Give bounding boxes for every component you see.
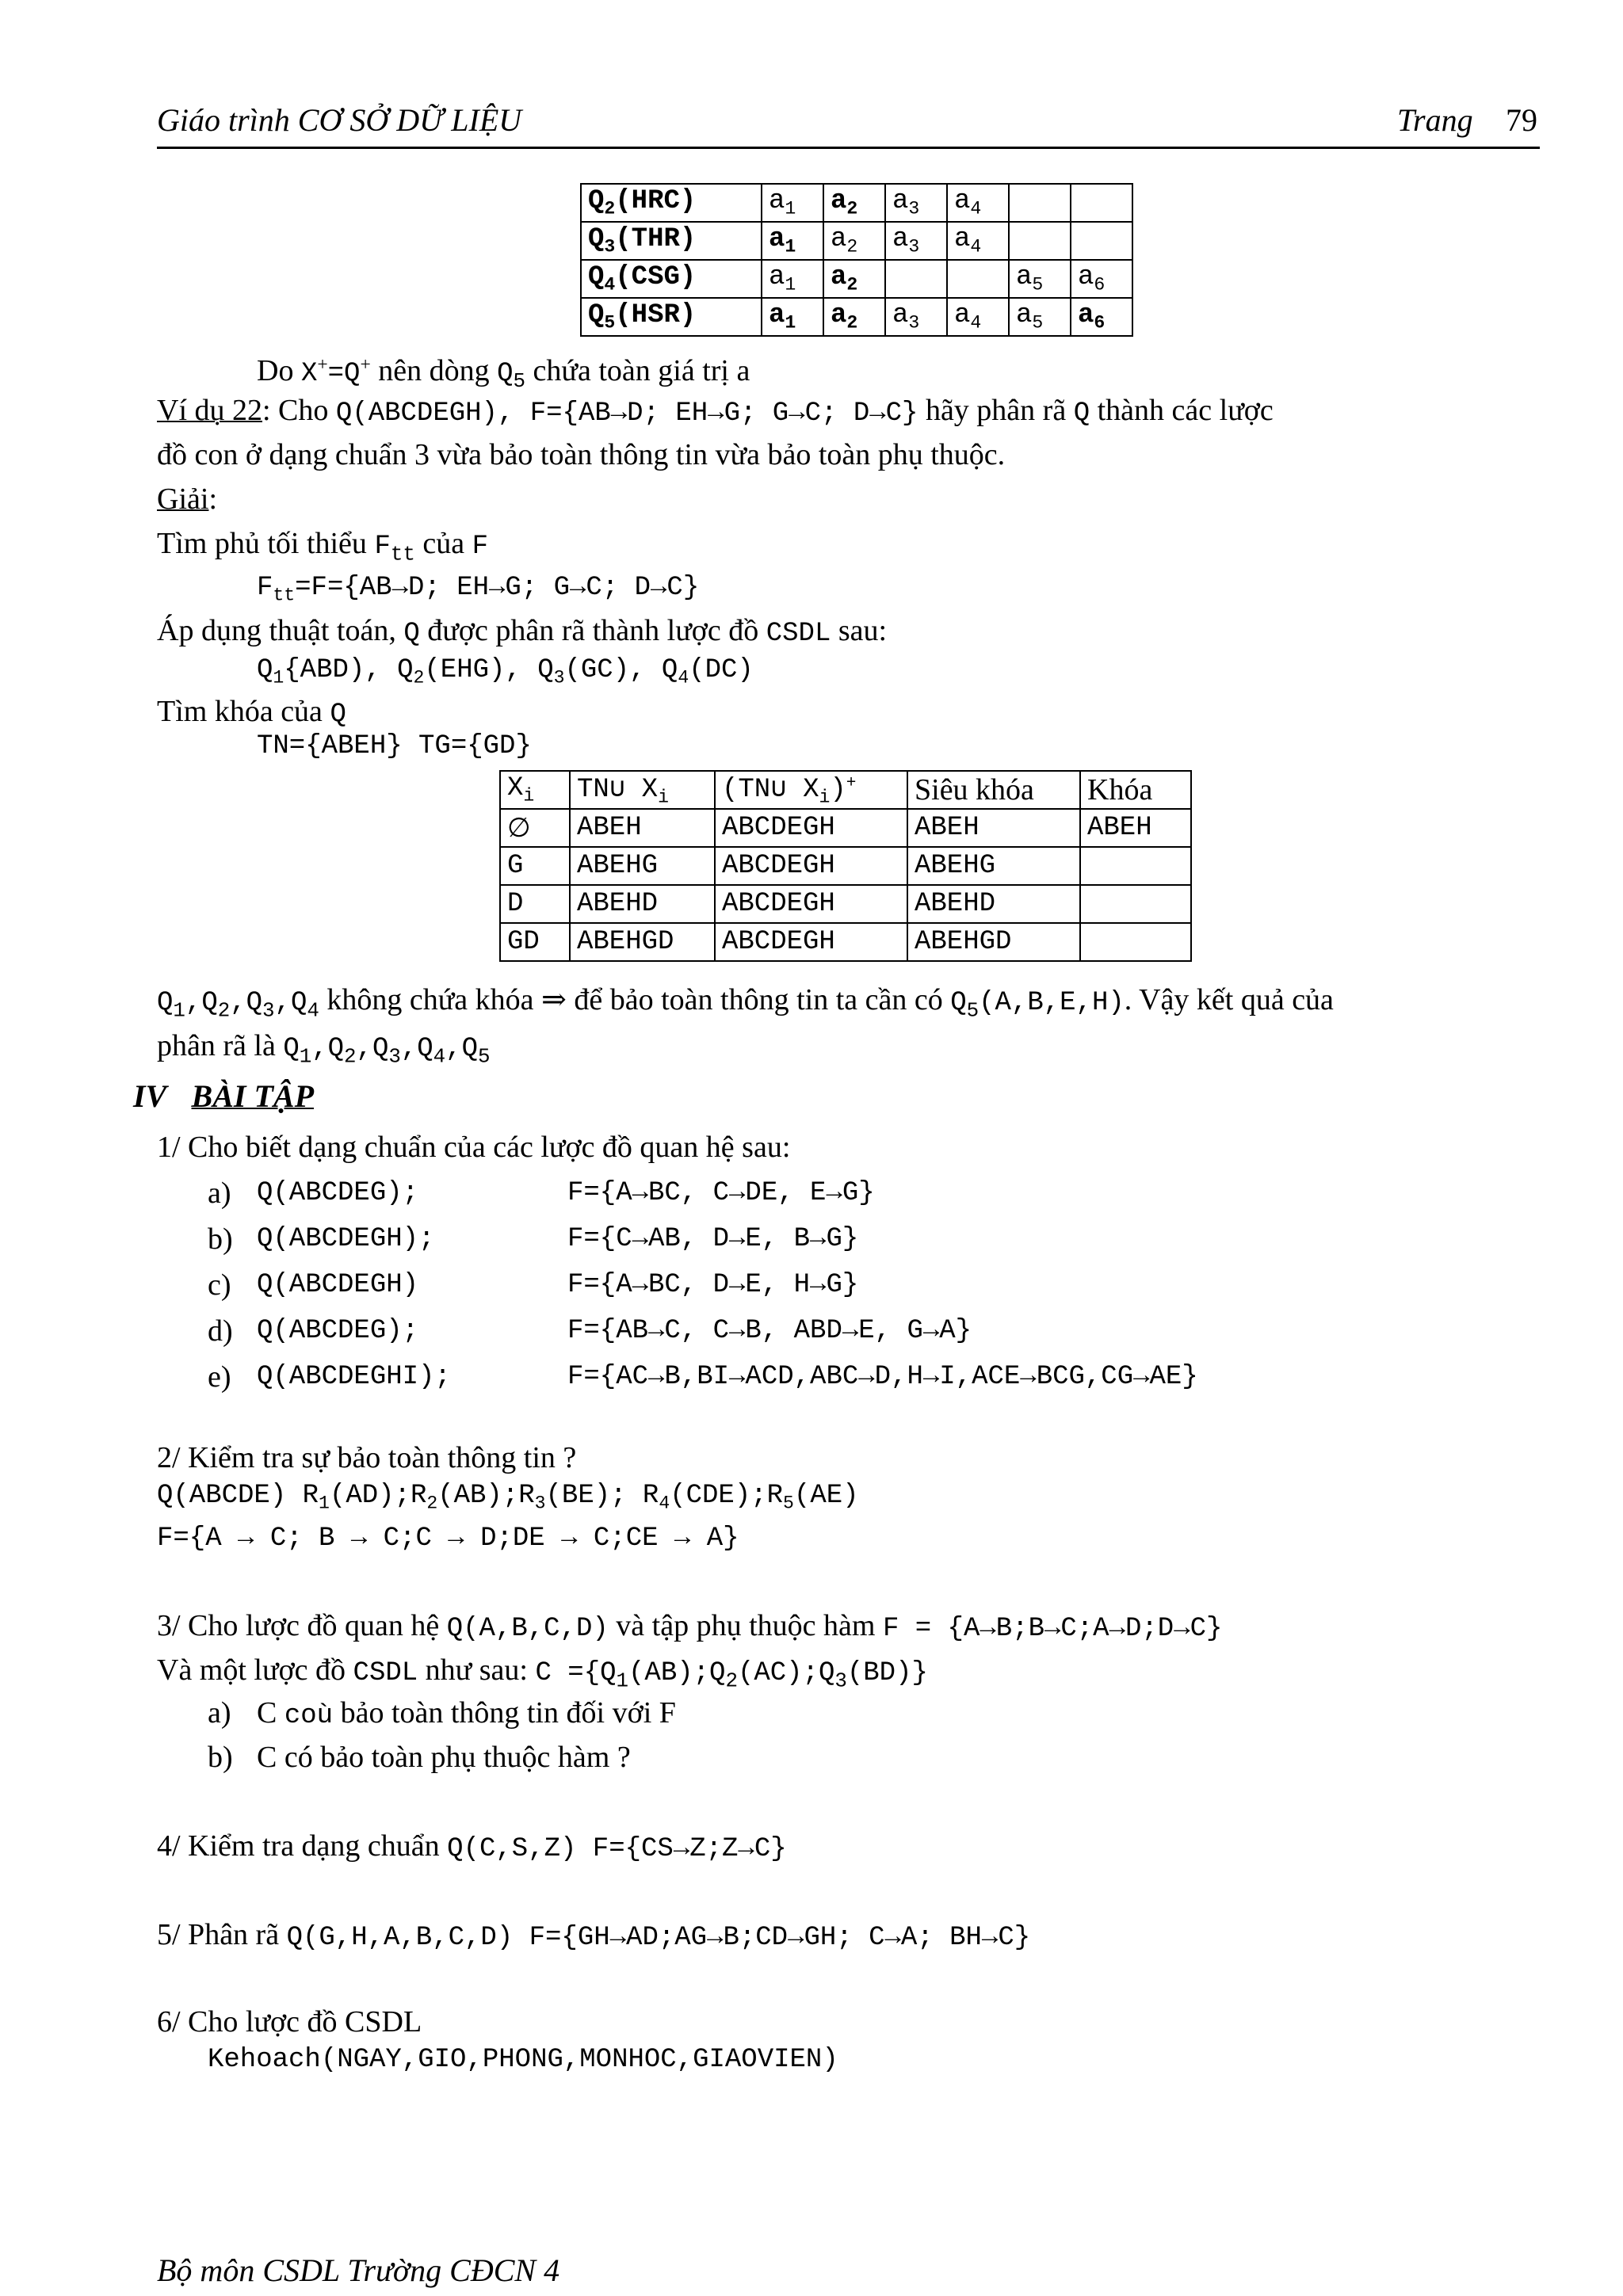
table-cell bbox=[1080, 885, 1191, 923]
table-cell: $a_1$ bbox=[762, 222, 823, 260]
exercise-1-item-dependencies: F={A→BC, C→DE, E→G} bbox=[567, 1178, 875, 1208]
table-cell bbox=[885, 260, 947, 298]
page-number: 79 bbox=[1506, 102, 1537, 138]
table-cell: $a_1$ bbox=[762, 260, 823, 298]
book-title: Giáo trình CƠ SỞ DỮ LIỆU bbox=[157, 102, 522, 138]
header-superkey: Siêu khóa bbox=[907, 771, 1080, 809]
exercise-3b-text: C có bảo toàn phụ thuộc hàm ? bbox=[257, 1741, 631, 1774]
exercise-5: 5/ Phân rã Q(G,H,A,B,C,D) F={GH→AD;AG→B;CD→GH; C→A; BH→C} bbox=[157, 1918, 1031, 1953]
exercise-2-relations: Q(ABCDE) $R_1(AD);R_2(AB);R_3(BE)$; $R_4(CDE);R_5(AE)$ bbox=[157, 1481, 859, 1514]
table-cell: $a_3$ bbox=[885, 298, 947, 336]
exercise-1-item-dependencies: F={A→BC, D→E, H→G} bbox=[567, 1270, 859, 1300]
table-cell: $a_1$ bbox=[762, 298, 823, 336]
exercise-3a-text: C coù bảo toàn thông tin đối với F bbox=[257, 1696, 676, 1731]
table-cell: G bbox=[500, 847, 570, 885]
table-cell: $a_1$ bbox=[762, 184, 823, 222]
exercise-2-title: 2/ Kiểm tra sự bảo toàn thông tin ? bbox=[157, 1441, 577, 1474]
table-cell bbox=[1080, 923, 1191, 961]
table-cell: $a_5$ bbox=[1009, 260, 1071, 298]
table-cell: $a_3$ bbox=[885, 222, 947, 260]
table-cell: ABEHD bbox=[907, 885, 1080, 923]
table-cell bbox=[947, 260, 1009, 298]
exercise-1-title: 1/ Cho biết dạng chuẩn của các lược đồ quan hệ sau: bbox=[157, 1131, 791, 1164]
table-cell: $a_2$ bbox=[823, 298, 885, 336]
exercise-3b-label: b) bbox=[208, 1741, 233, 1774]
table-row bbox=[581, 260, 1132, 298]
exercise-3-line1: 3/ Cho lược đồ quan hệ Q(A,B,C,D) và tập phụ thuộc hàm F = {A→B;B→C;A→D;D→C} bbox=[157, 1609, 1223, 1644]
relation-name: $Q_5(HSR)$ bbox=[581, 298, 762, 336]
table-row bbox=[500, 923, 1191, 961]
table-cell: ABEHG bbox=[907, 847, 1080, 885]
decomposition-line: $Q_1\{ABD)$, $Q_2(EHG)$, $Q_3(GC)$, $Q_4(DC)$ bbox=[257, 655, 754, 688]
table-cell: ABCDEGH bbox=[715, 885, 907, 923]
exercise-3a-label: a) bbox=[208, 1696, 231, 1730]
table-cell: $a_3$ bbox=[885, 184, 947, 222]
table-cell: ∅ bbox=[500, 809, 570, 847]
page-label: Trang bbox=[1397, 102, 1473, 138]
table-row bbox=[500, 847, 1191, 885]
table-cell bbox=[1071, 184, 1132, 222]
exercise-1-item-schema: Q(ABCDEG); bbox=[257, 1316, 419, 1346]
header-key: Khóa bbox=[1080, 771, 1191, 809]
exercise-6-title: 6/ Cho lược đồ CSDL bbox=[157, 2005, 422, 2039]
table-key-search bbox=[499, 770, 1192, 962]
table-cell bbox=[1009, 222, 1071, 260]
exercise-1-item-label: a) bbox=[208, 1177, 231, 1210]
exercise-1-item-dependencies: F={AB→C, C→B, ABD→E, G→A} bbox=[567, 1316, 972, 1346]
exercise-1-item-dependencies: F={AC→B,BI→ACD,ABC→D,H→I,ACE→BCG,CG→AE} bbox=[567, 1362, 1198, 1392]
table-cell: ABEH bbox=[1080, 809, 1191, 847]
exercise-4: 4/ Kiểm tra dạng chuẩn Q(C,S,Z) F={CS→Z;Z→C} bbox=[157, 1829, 787, 1864]
example-22-line2: đồ con ở dạng chuẩn 3 vừa bảo toàn thông tin vừa bảo toàn phụ thuộc. bbox=[157, 438, 1006, 471]
tn-tg-line: TN={ABEH} TG={GD} bbox=[257, 731, 532, 761]
table-cell: $a_5$ bbox=[1009, 298, 1071, 336]
header-xi: $X_i$ bbox=[500, 771, 570, 809]
relation-name: $Q_2(HRC)$ bbox=[581, 184, 762, 222]
table-cell: ABEHGD bbox=[570, 923, 715, 961]
exercise-1-item-label: b) bbox=[208, 1222, 233, 1256]
exercise-1-item-label: c) bbox=[208, 1268, 231, 1302]
table-cell: GD bbox=[500, 923, 570, 961]
solution-label: Giải: bbox=[157, 482, 217, 516]
table-cell: $a_6$ bbox=[1071, 298, 1132, 336]
table-cell: ABEH bbox=[907, 809, 1080, 847]
footer-text: Bộ môn CSDL Trường CĐCN 4 bbox=[157, 2252, 560, 2288]
table-row bbox=[581, 184, 1132, 222]
section-number: IV bbox=[133, 1078, 166, 1114]
exercise-1-item-schema: Q(ABCDEG); bbox=[257, 1178, 419, 1208]
table-cell: ABCDEGH bbox=[715, 809, 907, 847]
find-key-line: Tìm khóa của Q bbox=[157, 695, 346, 730]
section-title: BÀI TẬP bbox=[191, 1078, 315, 1114]
table-row bbox=[500, 885, 1191, 923]
table-cell: $a_4$ bbox=[947, 298, 1009, 336]
table-cell: ABEH bbox=[570, 809, 715, 847]
conclusion-line1: $Q_1,Q_2,Q_3,Q_4$ không chứa khóa ⇒ để bảo toàn thông tin ta cần có $Q_5(A,B,E,H)$. Vậy kết quả của bbox=[157, 983, 1334, 1023]
table-cell bbox=[1009, 184, 1071, 222]
table-cell: $a_2$ bbox=[823, 184, 885, 222]
table-cell: $a_2$ bbox=[823, 222, 885, 260]
find-cover-line: Tìm phủ tối thiểu $F_{tt}$ của F bbox=[157, 527, 488, 566]
table-row bbox=[500, 771, 1191, 809]
section-heading bbox=[133, 1079, 314, 1114]
exercise-1-item-schema: Q(ABCDEGH) bbox=[257, 1270, 419, 1300]
conclusion-line2: phân rã là $Q_1,Q_2,Q_3,Q_4,Q_5$ bbox=[157, 1029, 491, 1069]
apply-algorithm-line: Áp dụng thuật toán, Q được phân rã thành lược đồ CSDL sau: bbox=[157, 614, 888, 649]
table-row bbox=[581, 298, 1132, 336]
table-tableau bbox=[580, 183, 1133, 337]
exercise-1-item-schema: Q(ABCDEGHI); bbox=[257, 1362, 451, 1392]
exercise-1-item-dependencies: F={C→AB, D→E, B→G} bbox=[567, 1224, 859, 1254]
exercise-3-line2: Và một lược đồ CSDL như sau: $C =\{Q_1(AB);Q_2(AC);Q_3(BD)\}$ bbox=[157, 1653, 928, 1693]
relation-name: $Q_4(CSG)$ bbox=[581, 260, 762, 298]
ftt-line: $F_{tt}=F=\{AB\to D$; EH→G; G→C; D→C} bbox=[257, 573, 700, 606]
table-cell bbox=[1080, 847, 1191, 885]
table-cell: ABEHG bbox=[570, 847, 715, 885]
exercise-1-item-label: d) bbox=[208, 1314, 233, 1348]
table-row bbox=[581, 222, 1132, 260]
table-cell: ABEHGD bbox=[907, 923, 1080, 961]
table-cell: ABCDEGH bbox=[715, 847, 907, 885]
header-closure: (TN∪ $X_i)^+$ bbox=[715, 771, 907, 809]
exercise-1-item-schema: Q(ABCDEGH); bbox=[257, 1224, 435, 1254]
relation-name: $Q_3(THR)$ bbox=[581, 222, 762, 260]
table-cell: $a_4$ bbox=[947, 222, 1009, 260]
example-22-line1: Ví dụ 22: Cho Q(ABCDEGH), F={AB→D; EH→G; G→C; D→C} hãy phân rã Q thành các lược bbox=[157, 394, 1274, 429]
header-tn-union: TN∪ $X_i$ bbox=[570, 771, 715, 809]
exercise-2-dependencies: F={A → C; B → C;C → D;DE → C;CE → A} bbox=[157, 1524, 739, 1554]
exercise-1-item-label: e) bbox=[208, 1360, 231, 1394]
table-row bbox=[500, 809, 1191, 847]
table-cell bbox=[1071, 222, 1132, 260]
table-cell: $a_6$ bbox=[1071, 260, 1132, 298]
header-rule bbox=[157, 147, 1540, 149]
table-cell: ABEHD bbox=[570, 885, 715, 923]
table-cell: ABCDEGH bbox=[715, 923, 907, 961]
exercise-6-schema: Kehoach(NGAY,GIO,PHONG,MONHOC,GIAOVIEN) bbox=[208, 2045, 838, 2075]
table-cell: D bbox=[500, 885, 570, 923]
table-cell: $a_2$ bbox=[823, 260, 885, 298]
closure-note: Do X+=Q+ nên dòng $Q_5$ chứa toàn giá trị a bbox=[257, 353, 750, 394]
table-cell: $a_4$ bbox=[947, 184, 1009, 222]
